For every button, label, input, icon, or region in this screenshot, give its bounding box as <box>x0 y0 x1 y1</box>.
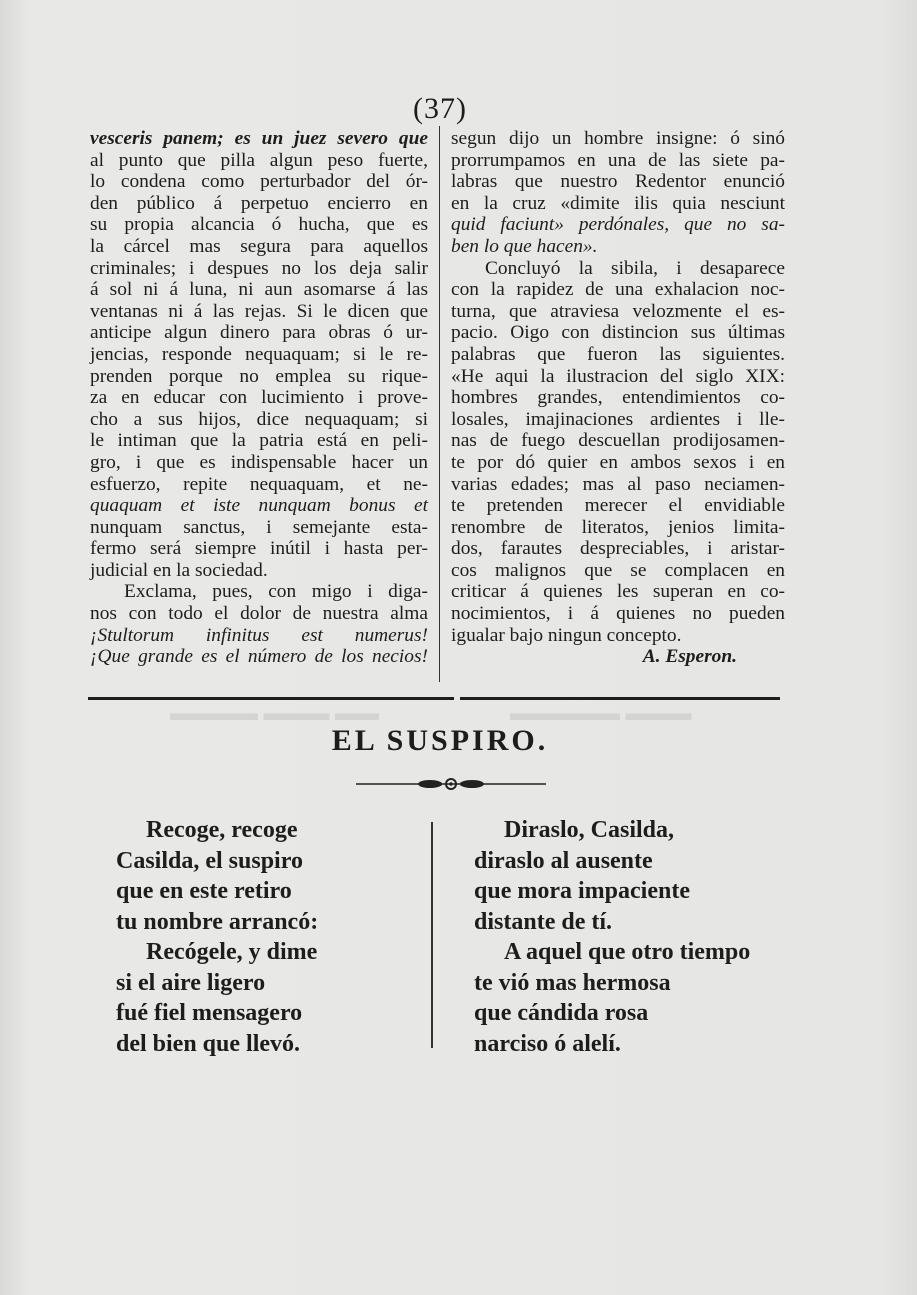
verse-line: narciso ó alelí. <box>474 1030 621 1057</box>
text-line: ventanas ni á las rejas. Si le dicen que <box>90 300 428 322</box>
text-line: cos malignos que se complacen en <box>451 559 785 581</box>
text-line: turna, que atraviesa velozmente el es- <box>451 300 785 322</box>
text-line: «He aqui la ilustracion del siglo XIX: <box>451 365 785 387</box>
text-line: nunquam sanctus, i semejante esta- <box>90 516 428 538</box>
bleed-through-mark: ▬▬▬ ▬▬▬▬▬ <box>510 700 692 725</box>
text-line: jencias, responde nequaquam; si le re- <box>90 343 428 365</box>
text-line: nos con todo el dolor de nuestra alma <box>90 603 428 625</box>
verse-line: que mora impaciente <box>474 878 690 904</box>
text-line: za en educar con lucimiento i prove- <box>90 387 428 409</box>
text-line: fermo será siempre inútil i hasta per- <box>90 538 428 560</box>
text-line: Concluyó la sibila, i desaparece <box>485 257 785 279</box>
text-line: quaquam et iste nunquam bonus et <box>90 495 428 517</box>
text-line: judicial en la sociedad. <box>90 559 268 581</box>
text-line: prorrumpamos en una de las siete pa- <box>451 149 785 171</box>
text-line: criticar á quienes les superan en co- <box>451 581 785 603</box>
poem-stanza-right <box>474 815 794 1059</box>
verse-line: Recoge, recoge <box>146 817 298 843</box>
text-line: su propia alcancia ó hucha, que es <box>90 214 428 236</box>
text-line: prenden porque no emplea su rique- <box>90 365 428 387</box>
text-line: renombre de literatos, jenios limita- <box>451 516 785 538</box>
verse-line: A aquel que otro tiempo <box>504 939 751 965</box>
text-line: Exclama, pues, con migo i diga- <box>124 581 428 603</box>
verse-line: tu nombre arrancó: <box>116 908 319 935</box>
text-line: dos, farautes despreciables, i aristar- <box>451 538 785 560</box>
text-line: ben lo que hacen». <box>451 235 598 257</box>
text-line: losales, imajinaciones ardientes i lle- <box>451 408 785 430</box>
verse-line: te vió mas hermosa <box>474 969 671 996</box>
text-line: hombres grandes, entendimientos co- <box>451 387 785 409</box>
text-line: gro, i que es indispensable hacer un <box>90 451 428 473</box>
text-line: nocimientos, i á quienes no pueden <box>451 603 785 625</box>
text-line: la cárcel mas segura para aquellos <box>90 235 428 257</box>
left-text-column <box>90 128 428 668</box>
text-line: á sol ni á luna, ni aun asomarse á las <box>90 279 428 301</box>
text-line: en la cruz «dimite ilis quia nesciunt <box>451 192 785 214</box>
poem-title: EL SUSPIRO. <box>331 724 549 757</box>
text-line: lo condena como perturbador del ór- <box>90 171 428 193</box>
page-number: (37) <box>413 92 467 125</box>
text-line: vesceris panem; es un juez severo que <box>90 128 428 149</box>
text-line: nas de fuego descuellan prodijosamen- <box>451 430 785 452</box>
verse-line: del bien que llevó. <box>116 1030 301 1057</box>
poem-stanza-left <box>116 815 416 1059</box>
right-text-column <box>451 128 785 668</box>
text-line: varias edades; mas al paso neciamen- <box>451 473 785 495</box>
text-line: ¡Stultorum infinitus est numerus! <box>90 624 428 646</box>
text-line: igualar bajo ningun concepto. <box>451 624 682 646</box>
section-rule <box>88 697 454 700</box>
text-line: anticipe algun dinero para obras ó ur- <box>90 322 428 344</box>
text-line: segun dijo un hombre insigne: ó sinó <box>451 128 785 149</box>
text-line: esfuerzo, repite nequaquam, et ne- <box>90 473 428 495</box>
verse-line: Diraslo, Casilda, <box>504 817 675 843</box>
text-line: te por dó quier en ambos sexos i en <box>451 451 785 473</box>
verse-line: que cándida rosa <box>474 1000 649 1026</box>
verse-line: si el aire ligero <box>116 969 266 996</box>
section-rule <box>460 697 780 700</box>
text-line: quid faciunt» perdónales, que no sa- <box>451 214 785 236</box>
poem-column-divider <box>431 822 433 1048</box>
text-line: cho a sus hijos, dice nequaquam; si <box>90 408 428 430</box>
verse-line: que en este retiro <box>116 878 292 904</box>
verse-line: distante de tí. <box>474 908 612 935</box>
author-signature: A. Esperon. <box>642 646 737 668</box>
verse-line: Casilda, el suspiro <box>116 847 303 874</box>
verse-line: Recógele, y dime <box>146 939 318 965</box>
text-line: al punto que pilla algun peso fuerte, <box>90 149 428 171</box>
text-line: con la rapidez de una exhalacion noc- <box>451 279 785 301</box>
text-line: den público á perpetuo encierro en <box>90 192 428 214</box>
text-line: te pretenden merecer el envidiable <box>451 495 785 517</box>
column-divider <box>439 126 440 682</box>
bleed-through-mark: ▬▬ ▬▬▬ ▬▬▬▬ <box>170 700 379 725</box>
text-line: pacio. Oigo con distincion sus últimas <box>451 322 785 344</box>
ornament-divider-icon <box>356 776 546 792</box>
text-line: ¡Que grande es el número de los necios! <box>90 646 428 668</box>
text-line: criminales; i despues no los deja salir <box>90 257 428 279</box>
verse-line: fué fiel mensagero <box>116 1000 303 1026</box>
text-line: labras que nuestro Redentor enunció <box>451 171 785 193</box>
text-line: palabras que fueron las siguientes. <box>451 343 785 365</box>
verse-line: diraslo al ausente <box>474 847 653 874</box>
text-line: le intiman que la patria está en peli- <box>90 430 428 452</box>
